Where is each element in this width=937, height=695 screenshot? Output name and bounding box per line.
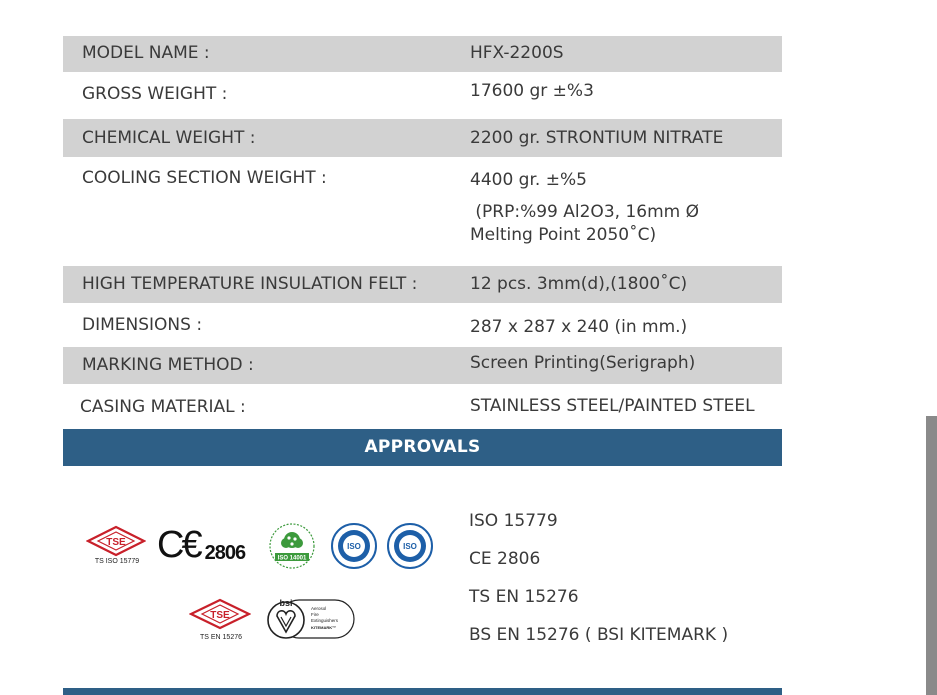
tse-text: TSE xyxy=(106,537,126,548)
spec-row-gross-weight xyxy=(63,72,782,119)
approval-item: BS EN 15276 ( BSI KITEMARK ) xyxy=(469,625,729,645)
tse-text: TSE xyxy=(210,610,230,621)
approval-item: ISO 15779 xyxy=(469,511,558,531)
iso-seal-icon xyxy=(386,522,434,570)
iso-badge-text: ISO xyxy=(403,542,417,551)
spec-row-casing-material xyxy=(63,384,782,430)
bsi-desc-line1: Aerosol xyxy=(311,606,327,611)
spec-row-chemical-weight xyxy=(63,119,782,157)
spec-label: CHEMICAL WEIGHT : xyxy=(82,128,256,148)
spec-row-marking-method xyxy=(63,347,782,384)
spec-value: 12 pcs. 3mm(d),(1800˚C) xyxy=(470,274,688,294)
spec-value: HFX-2200S xyxy=(470,43,564,63)
green-cert-icon xyxy=(267,522,317,570)
iso-badge-text: ISO xyxy=(347,542,361,551)
spec-label: HIGH TEMPERATURE INSULATION FELT : xyxy=(82,274,418,294)
bsi-desc-line3: Extinguishers xyxy=(311,618,339,623)
tse-logo xyxy=(86,525,146,569)
bsi-kitemark-logo xyxy=(266,596,356,642)
ce-mark xyxy=(157,524,245,567)
tse-caption: TS ISO 15779 xyxy=(94,558,140,565)
spec-label: MODEL NAME : xyxy=(82,43,210,63)
tse-diamond-icon xyxy=(189,598,251,630)
page-scrollbar[interactable] xyxy=(926,416,937,695)
next-section-header xyxy=(63,688,782,695)
bsi-desc-line4: KITEMARK™ xyxy=(311,625,337,630)
spec-row-cooling-detail xyxy=(63,197,782,266)
spec-label: CASING MATERIAL : xyxy=(80,397,246,417)
spec-value: Screen Printing(Serigraph) xyxy=(470,353,696,373)
tse-caption: TS EN 15276 xyxy=(199,634,243,641)
bsi-kitemark-icon xyxy=(266,596,356,642)
iso-cert-badge-1 xyxy=(330,522,378,570)
spec-value: 2200 gr. STRONTIUM NITRATE xyxy=(470,128,724,148)
bsi-text: bsi xyxy=(279,598,293,608)
approvals-header: APPROVALS xyxy=(63,429,782,466)
iso-cert-badge-2 xyxy=(386,522,434,570)
tse-logo-2 xyxy=(189,598,251,646)
spec-table xyxy=(63,36,782,430)
spec-label: GROSS WEIGHT : xyxy=(82,84,228,104)
bsi-desc-line2: Fire xyxy=(311,612,319,617)
iso-14001-badge xyxy=(267,522,317,570)
ce-mark-symbol: C€ xyxy=(157,524,200,566)
approval-item: TS EN 15276 xyxy=(469,587,579,607)
spec-value: 4400 gr. ±%5 xyxy=(470,170,587,190)
spec-label: COOLING SECTION WEIGHT : xyxy=(82,168,327,188)
spec-row-model-name xyxy=(63,36,782,72)
approvals-list xyxy=(469,508,728,660)
approval-item: CE 2806 xyxy=(469,549,541,569)
spec-label: DIMENSIONS : xyxy=(82,315,203,335)
ce-number: 2806 xyxy=(204,542,246,564)
spec-value: 287 x 287 x 240 (in mm.) xyxy=(470,317,688,337)
spec-label: MARKING METHOD : xyxy=(82,355,254,375)
spec-row-cooling-section-weight xyxy=(63,157,782,197)
iso-14001-text: ISO 14001 xyxy=(277,555,307,562)
spec-row-insulation-felt xyxy=(63,266,782,303)
spec-value: STAINLESS STEEL/PAINTED STEEL xyxy=(470,396,755,416)
spec-value-line1: (PRP:%99 Al2O3, 16mm Ø xyxy=(470,202,699,222)
spec-value-line2: Melting Point 2050˚C) xyxy=(470,225,657,245)
spec-row-dimensions xyxy=(63,303,782,347)
iso-seal-icon xyxy=(330,522,378,570)
spec-value: 17600 gr ±%3 xyxy=(470,81,594,101)
tse-diamond-icon xyxy=(86,525,146,557)
